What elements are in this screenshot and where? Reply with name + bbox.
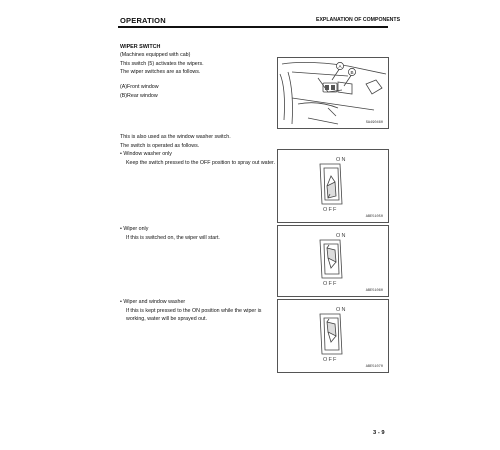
bullet-body: If this is switched on, the wiper will start.: [126, 234, 220, 241]
intro-line-2: This switch (5) activates the wipers.: [120, 60, 204, 67]
bullet-title: Window washer only: [123, 151, 172, 157]
switch-off-label: OFF: [323, 357, 338, 363]
switch-on-label: ON: [336, 233, 347, 239]
cab-figure: [277, 57, 389, 129]
switch-figure-code: ABE51060: [365, 289, 383, 293]
rocker-switch-illustration: [278, 226, 388, 296]
rocker-switch-illustration: [278, 300, 388, 372]
bullet-marker: •: [120, 299, 122, 305]
bullet-marker: •: [120, 151, 122, 157]
bullet-wiper-only: [120, 225, 148, 233]
intro-line-1: (Machines equipped with cab): [120, 52, 191, 58]
bullet-title: Wiper only: [123, 226, 149, 232]
switch-figure-wiper: [277, 225, 389, 297]
intro-line-3: The wiper switches are as follows.: [120, 69, 201, 75]
bullet-marker: •: [120, 226, 122, 232]
washer-line-2: The switch is operated as follows.: [120, 142, 200, 149]
switch-off-label: OFF: [323, 207, 338, 213]
rear-window-label: (B)Rear window: [120, 92, 158, 99]
bullet-wiper-and-washer: [120, 298, 185, 306]
bullet-body-line-1: If this is kept pressed to the ON position while the wiper is: [126, 307, 262, 314]
callout-a: A: [338, 63, 342, 69]
page-number: 3 - 9: [373, 430, 385, 436]
bullet-body-line-2: working, water will be sprayed out.: [126, 316, 207, 322]
cab-figure-code: SA490460: [365, 121, 383, 125]
switch-figure-code: ABE51050: [365, 215, 383, 219]
cab-illustration: [278, 58, 388, 128]
header-section-title: OPERATION: [120, 16, 166, 25]
switch-figure-washer: [277, 149, 389, 223]
header-rule: [118, 26, 388, 28]
front-window-label: (A)Front window: [120, 84, 159, 90]
bullet-washer-only: [120, 150, 172, 158]
switch-on-label: ON: [336, 307, 347, 313]
rocker-switch-illustration: [278, 150, 388, 222]
switch-figure-code: ABE51070: [365, 365, 383, 369]
washer-line-1: This is also used as the window washer switch.: [120, 134, 231, 140]
switch-off-label: OFF: [323, 281, 338, 287]
callout-b: B: [350, 69, 354, 75]
wiper-switch-heading: WIPER SWITCH: [120, 44, 161, 50]
bullet-title: Wiper and window washer: [123, 299, 186, 305]
switch-on-label: ON: [336, 157, 347, 163]
header-chapter-title: EXPLANATION OF COMPONENTS: [316, 17, 401, 23]
bullet-body: Keep the switch pressed to the OFF position to spray out water.: [126, 159, 275, 166]
switch-figure-wiper-washer: [277, 299, 389, 373]
